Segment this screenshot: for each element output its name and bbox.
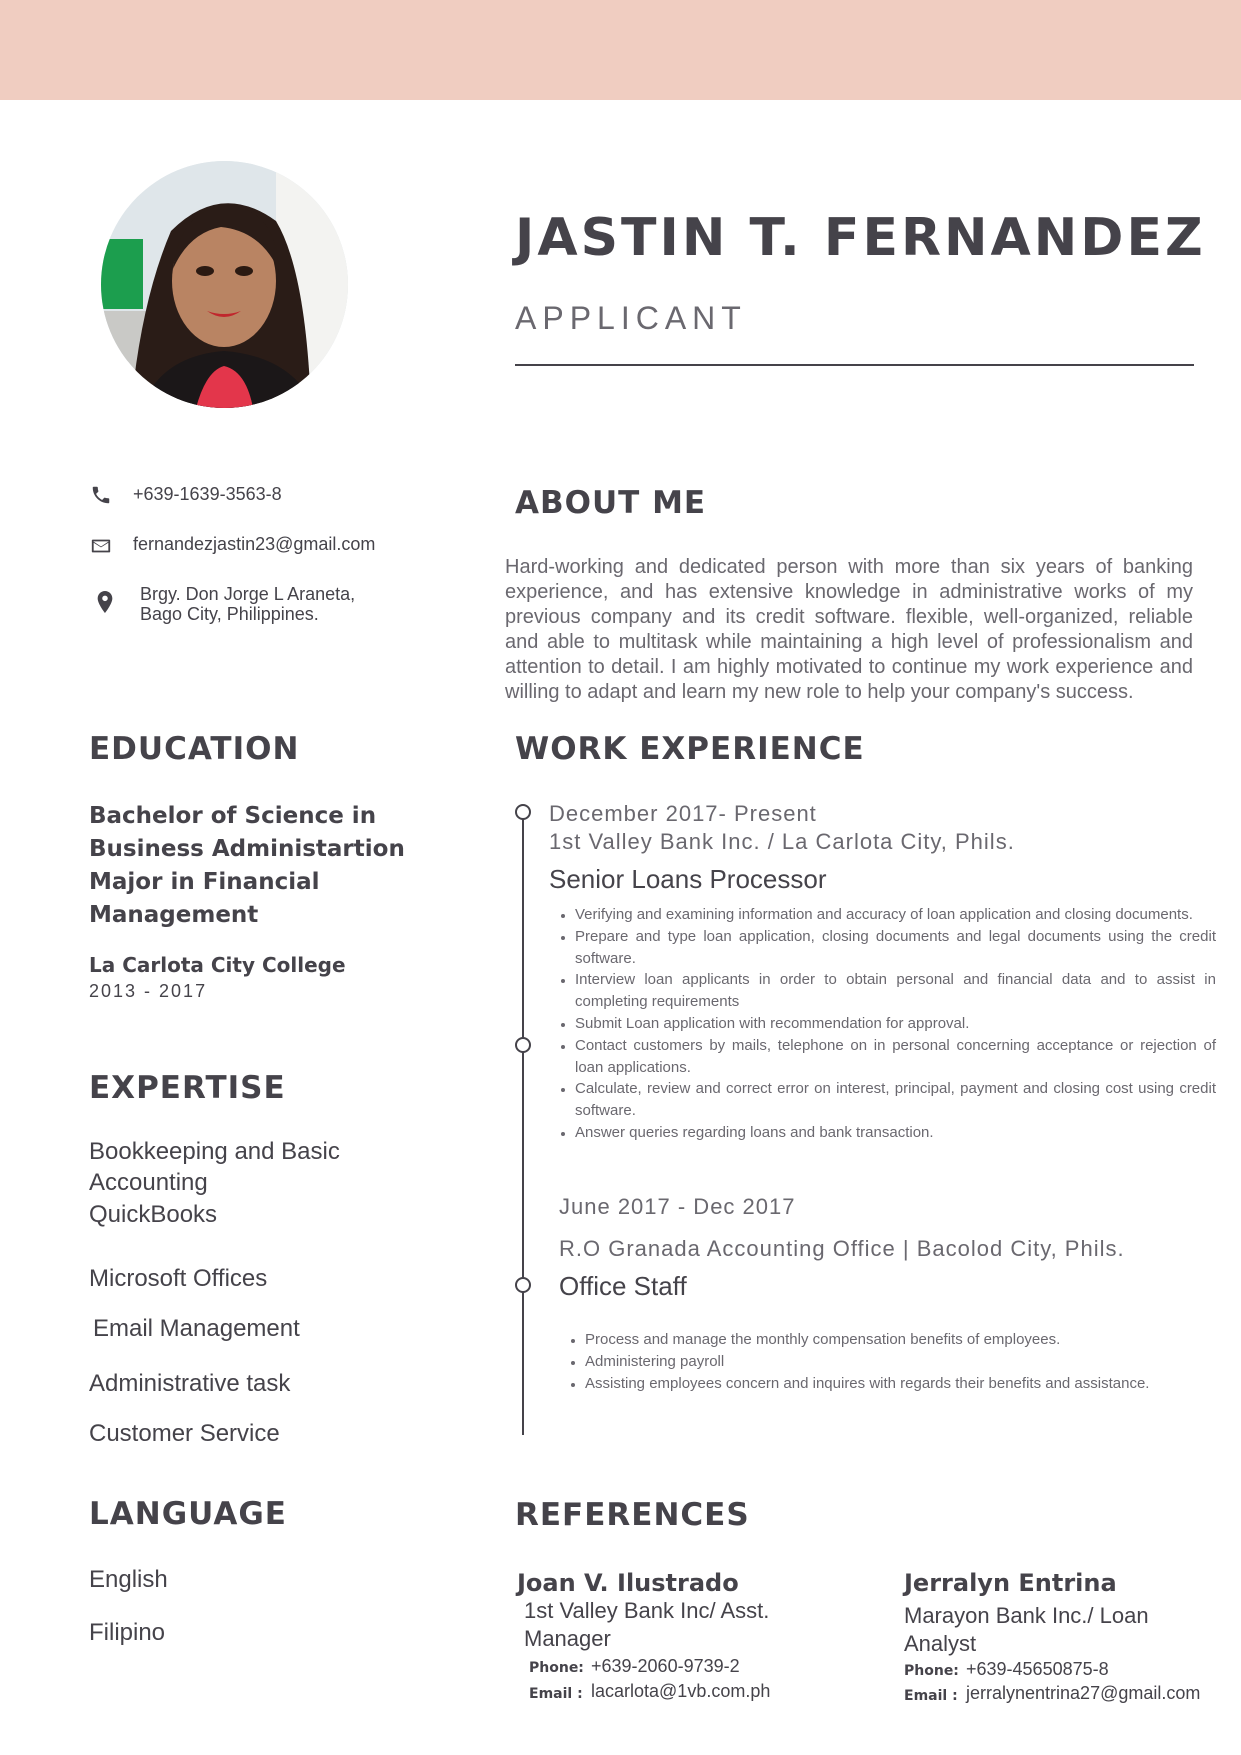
contact-phone: +639-1639-3563-8 xyxy=(133,484,282,504)
duty-item: • Verifying and examining information and accuracy of loan application and closing documents. xyxy=(575,904,1216,926)
about-title: ABOUT ME xyxy=(515,485,707,521)
contact-address xyxy=(140,584,355,624)
job-duties xyxy=(553,904,1216,1144)
profile-photo-image xyxy=(101,161,348,408)
duty-item: • Calculate, review and correct error on interest, principal, payment and closing cost using credit software. xyxy=(575,1078,1216,1122)
job-position: Senior Loans Processor xyxy=(549,864,827,894)
job-company: R.O Granada Accounting Office | Bacolod City, Phils. xyxy=(559,1236,1125,1261)
location-pin-icon xyxy=(96,591,118,613)
references-title: REFERENCES xyxy=(515,1497,750,1533)
reference-email-label: Email : xyxy=(904,1688,958,1704)
duty-item: • Assisting employees concern and inquires with regards their benefits and assistance. xyxy=(585,1373,1220,1395)
duty-item: • Interview loan applicants in order to obtain personal and financial data and to assist in completing requirements xyxy=(575,969,1216,1013)
reference-org-line: Manager xyxy=(524,1626,611,1651)
reference-org-line: Marayon Bank Inc./ Loan xyxy=(904,1603,1149,1628)
duty-item: • Answer queries regarding loans and bank transaction. xyxy=(575,1122,1216,1144)
reference-phone-label: Phone: xyxy=(904,1663,959,1679)
expertise-item: Customer Service xyxy=(89,1420,280,1447)
about-text: Hard-working and dedicated person with more than six years of banking experience, and has extensive knowledge in administrative works of my previous company and its credit software. flexible, well-organized, reliable and able to multitask while maintaining a high level of professionalism and attention to detail. I am highly motivated to continue my work experience and willing to adapt and learn my new role to help your company's success. xyxy=(505,556,1193,703)
contact-email: fernandezjastin23@gmail.com xyxy=(133,534,376,554)
duty-item: • Administering payroll xyxy=(585,1351,1220,1373)
reference-email-label: Email : xyxy=(529,1686,583,1702)
timeline-dot xyxy=(515,1037,531,1053)
job-company: 1st Valley Bank Inc. / La Carlota City, Phils. xyxy=(549,829,1015,854)
language-title: LANGUAGE xyxy=(89,1496,287,1532)
job-date: December 2017- Present xyxy=(549,801,817,826)
work-title: WORK EXPERIENCE xyxy=(515,731,865,767)
expertise-item: Accounting xyxy=(89,1169,208,1196)
language-item: Filipino xyxy=(89,1619,166,1646)
timeline-dot xyxy=(515,804,531,820)
reference-email: jerralynentrina27@gmail.com xyxy=(966,1683,1201,1703)
address-line-2: Bago City, Philippines. xyxy=(140,604,319,624)
job-position: Office Staff xyxy=(559,1271,687,1301)
degree-line: Business Administartion xyxy=(89,836,405,862)
duty-item: • Submit Loan application with recommendation for approval. xyxy=(575,1013,1216,1035)
reference-phone: +639-2060-9739-2 xyxy=(591,1656,740,1676)
education-title: EDUCATION xyxy=(89,731,300,767)
reference-email: lacarlota@1vb.com.ph xyxy=(591,1681,771,1701)
reference-name: Jerralyn Entrina xyxy=(904,1569,1117,1597)
language-item: English xyxy=(89,1566,168,1593)
expertise-item: Microsoft Offices xyxy=(89,1265,268,1292)
duty-item: • Contact customers by mails, telephone on in personal concerning acceptance or rejection of loan applications. xyxy=(575,1035,1216,1079)
header-divider xyxy=(515,364,1194,366)
timeline-line xyxy=(522,812,524,1435)
reference-org xyxy=(524,1597,769,1653)
reference-phone-label: Phone: xyxy=(529,1660,584,1676)
applicant-name: JASTIN T. FERNANDEZ xyxy=(515,208,1206,268)
school-name: La Carlota City College xyxy=(89,953,346,977)
expertise-item: QuickBooks xyxy=(89,1201,218,1228)
degree-line: Bachelor of Science in xyxy=(89,803,377,829)
expertise-item: Administrative task xyxy=(89,1370,291,1397)
top-accent-band xyxy=(0,0,1241,100)
degree xyxy=(89,800,405,932)
reference-phone: +639-45650875-8 xyxy=(966,1659,1109,1679)
expertise-title: EXPERTISE xyxy=(89,1070,286,1106)
reference-org xyxy=(904,1602,1149,1658)
expertise-item: Email Management xyxy=(93,1315,300,1342)
education-years: 2013 - 2017 xyxy=(89,981,208,1001)
address-line-1: Brgy. Don Jorge L Araneta, xyxy=(140,584,356,604)
timeline-dot xyxy=(515,1277,531,1293)
mail-icon xyxy=(90,535,112,557)
reference-name: Joan V. Ilustrado xyxy=(517,1569,739,1597)
phone-icon xyxy=(90,484,112,506)
duty-item: • Prepare and type loan application, closing documents and legal documents using the credit software. xyxy=(575,926,1216,970)
expertise-item: Bookkeeping and Basic xyxy=(89,1138,340,1165)
duty-item: • Process and manage the monthly compensation benefits of employees. xyxy=(585,1329,1220,1351)
reference-org-line: 1st Valley Bank Inc/ Asst. xyxy=(524,1598,770,1623)
job-date: June 2017 - Dec 2017 xyxy=(559,1194,796,1219)
job-duties xyxy=(563,1329,1220,1394)
applicant-role: APPLICANT xyxy=(515,300,747,336)
degree-line: Major in Financial xyxy=(89,869,320,895)
degree-line: Management xyxy=(89,902,259,928)
reference-org-line: Analyst xyxy=(904,1631,977,1656)
profile-photo xyxy=(101,161,348,408)
